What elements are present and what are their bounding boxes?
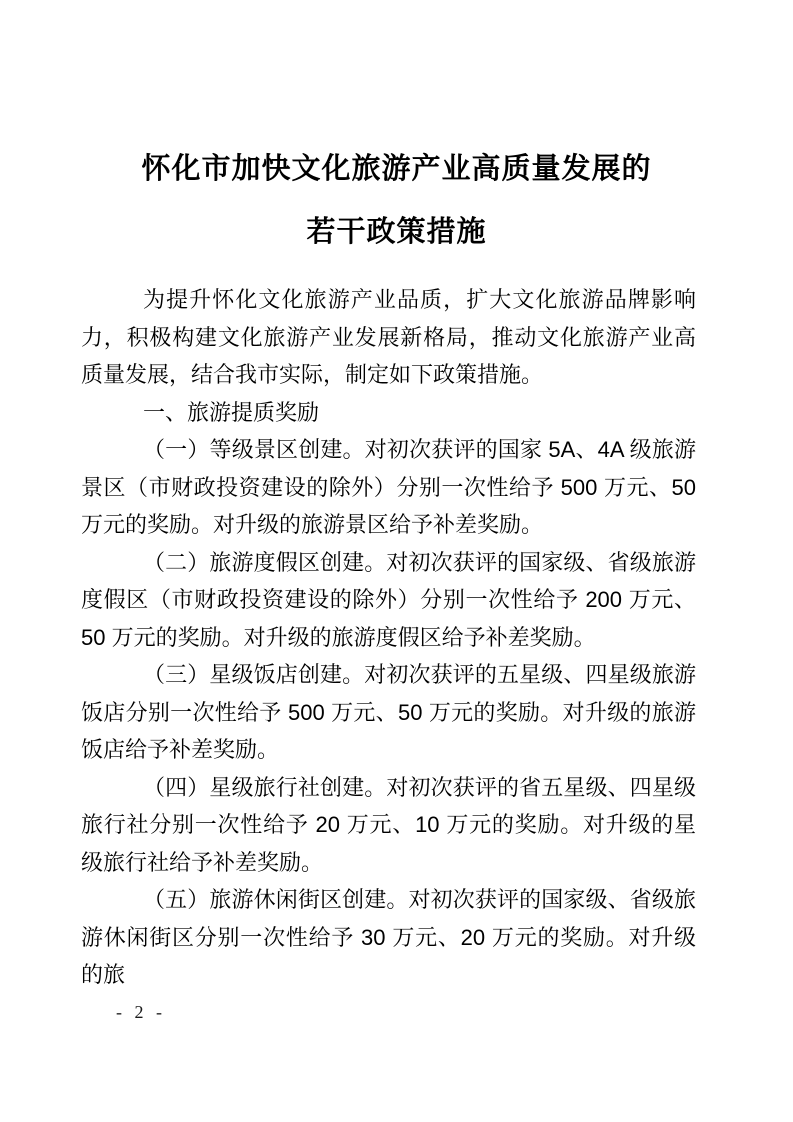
clause-2-paragraph: （二）旅游度假区创建。对初次获评的国家级、省级旅游度假区（市财政投资建设的除外）分别一次性给予 200 万元、50 万元的奖励。对升级的旅游度假区给予补差奖励。 xyxy=(81,549,696,650)
page-number: - 2 - xyxy=(116,1002,166,1022)
document-title-line2: 若干政策措施 xyxy=(306,216,487,248)
section-1-heading: 一、旅游提质奖励 xyxy=(143,399,320,425)
intro-paragraph: 为提升怀化文化旅游产业品质，扩大文化旅游品牌影响力，积极构建文化旅游产业发展新格局，推动文化旅游产业高质量发展，结合我市实际，制定如下政策措施。 xyxy=(81,287,696,387)
clause-1-paragraph: （一）等级景区创建。对初次获评的国家 5A、4A 级旅游景区（市财政投资建设的除外）分别一次性给予 500 万元、50 万元的奖励。对升级的旅游景区给予补差奖励。 xyxy=(81,437,696,537)
document-body xyxy=(81,281,696,994)
clause-3-paragraph: （三）星级饭店创建。对初次获评的五星级、四星级旅游饭店分别一次性给予 500 万元、50 万元的奖励。对升级的旅游饭店给予补差奖励。 xyxy=(81,662,696,762)
clause-4-paragraph: （四）星级旅行社创建。对初次获评的省五星级、四星级旅行社分别一次性给予 20 万元、10 万元的奖励。对升级的星级旅行社给予补差奖励。 xyxy=(81,774,696,875)
document-title-line1: 怀化市加快文化旅游产业高质量发展的 xyxy=(141,153,652,185)
clause-5-paragraph: （五）旅游休闲街区创建。对初次获评的国家级、省级旅游休闲街区分别一次性给予 30 万元、20 万元的奖励。对升级的旅 xyxy=(81,887,696,987)
document-title xyxy=(0,138,793,264)
